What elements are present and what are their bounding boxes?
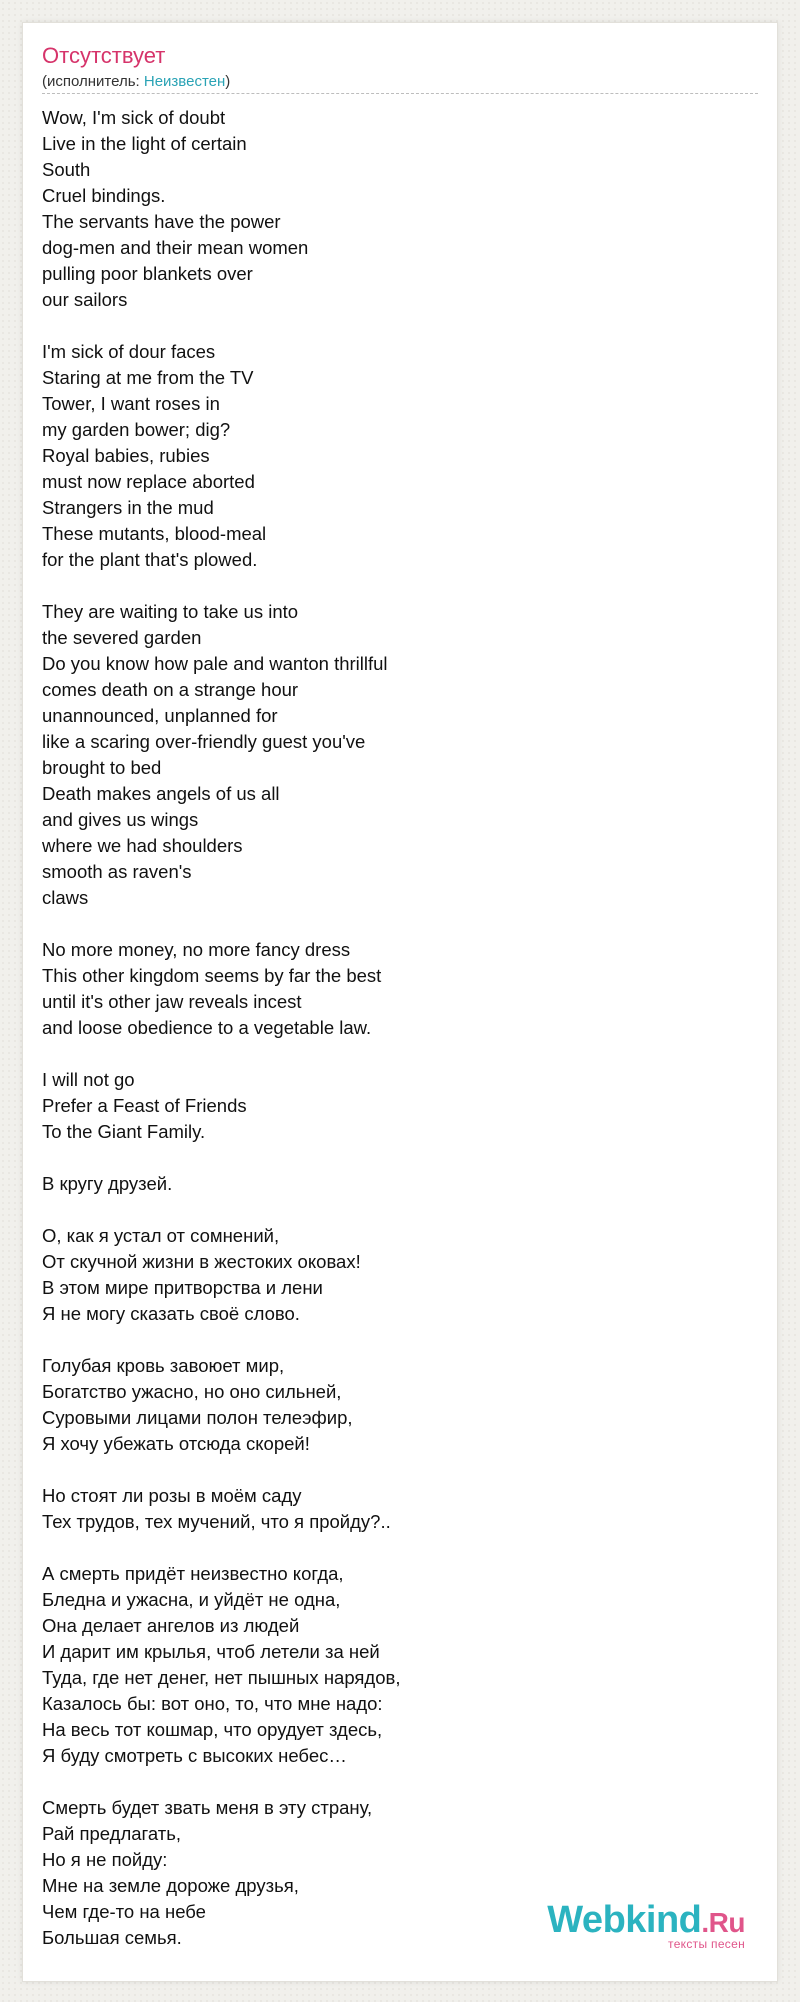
lyric-line: I will not go	[42, 1069, 135, 1090]
lyric-line: Она делает ангелов из людей	[42, 1615, 300, 1636]
stanza-break	[42, 1327, 758, 1353]
logo-tld: .Ru	[701, 1907, 745, 1938]
lyric-line: where we had shoulders	[42, 835, 243, 856]
lyric-line: the severed garden	[42, 627, 202, 648]
stanza-break	[42, 1769, 758, 1795]
stanza-break	[42, 1041, 758, 1067]
stanza-break	[42, 1197, 758, 1223]
lyric-line: Казалось бы: вот оно, то, что мне надо:	[42, 1693, 383, 1714]
lyric-line: В кругу друзей.	[42, 1173, 173, 1194]
lyric-line: must now replace aborted	[42, 471, 255, 492]
lyric-line: No more money, no more fancy dress	[42, 939, 351, 960]
lyrics-card	[22, 22, 778, 1982]
lyric-line: В этом мире притворства и лени	[42, 1277, 323, 1298]
lyric-line: Туда, где нет денег, нет пышных нарядов,	[42, 1667, 401, 1688]
lyric-line: Чем где-то на небе	[42, 1901, 206, 1922]
lyric-line: and gives us wings	[42, 809, 199, 830]
lyric-line: Live in the light of certain	[42, 133, 247, 154]
lyric-line: claws	[42, 887, 89, 908]
lyric-line: Royal babies, rubies	[42, 445, 210, 466]
song-title: Отсутствует	[42, 43, 166, 68]
lyric-line: А смерть придёт неизвестно когда,	[42, 1563, 344, 1584]
lyric-line: pulling poor blankets over	[42, 263, 253, 284]
lyric-line: The servants have the power	[42, 211, 281, 232]
lyric-line: Бледна и ужасна, и уйдёт не одна,	[42, 1589, 341, 1610]
dashed-divider	[42, 93, 758, 94]
lyric-line: smooth as raven's	[42, 861, 192, 882]
lyric-line: South	[42, 159, 91, 180]
lyric-line: Я хочу убежать отсюда скорей!	[42, 1433, 310, 1454]
lyric-line: brought to bed	[42, 757, 162, 778]
lyric-line: Prefer a Feast of Friends	[42, 1095, 247, 1116]
lyric-line: my garden bower; dig?	[42, 419, 231, 440]
lyric-line: Рай предлагать,	[42, 1823, 182, 1844]
stanza-break	[42, 1457, 758, 1483]
lyric-line: Tower, I want roses in	[42, 393, 220, 414]
lyric-line: Strangers in the mud	[42, 497, 214, 518]
lyric-line: This other kingdom seems by far the best	[42, 965, 382, 986]
lyric-line: Смерть будет звать меня в эту страну,	[42, 1797, 373, 1818]
artist-link[interactable]: Неизвестен	[143, 73, 226, 90]
lyric-line: Do you know how pale and wanton thrillful	[42, 653, 388, 674]
logo-name: Webkind	[547, 1899, 702, 1941]
lyric-line: Но я не пойду:	[42, 1849, 168, 1870]
lyric-line: Wow, I'm sick of doubt	[42, 107, 226, 128]
lyric-line: На весь тот кошмар, что орудует здесь,	[42, 1719, 383, 1740]
artist-prefix: (исполнитель:	[42, 73, 144, 90]
lyric-line: О, как я устал от сомнений,	[42, 1225, 280, 1246]
lyric-line: They are waiting to take us into	[42, 601, 299, 622]
lyric-line: От скучной жизни в жестоких оковах!	[42, 1251, 361, 1272]
lyric-line: These mutants, blood-meal	[42, 523, 267, 544]
lyric-line: Богатство ужасно, но оно сильней,	[42, 1381, 342, 1402]
lyrics-body	[42, 105, 758, 1951]
lyric-line: I'm sick of dour faces	[42, 341, 216, 362]
artist-suffix: )	[225, 73, 231, 90]
stanza-break	[42, 911, 758, 937]
lyric-line: unannounced, unplanned for	[42, 705, 278, 726]
lyric-line: our sailors	[42, 289, 128, 310]
stanza-break	[42, 313, 758, 339]
lyric-line: Cruel bindings.	[42, 185, 166, 206]
lyric-line: И дарит им крылья, чтоб летели за ней	[42, 1641, 380, 1662]
lyric-line: comes death on a strange hour	[42, 679, 299, 700]
lyric-line: like a scaring over-friendly guest you've	[42, 731, 366, 752]
lyric-line: Staring at me from the TV	[42, 367, 254, 388]
lyric-line: Death makes angels of us all	[42, 783, 280, 804]
lyric-line: Тех трудов, тех мучений, что я пройду?..	[42, 1511, 391, 1532]
lyric-line: for the plant that's plowed.	[42, 549, 258, 570]
lyric-line: Большая семья.	[42, 1927, 182, 1948]
site-logo[interactable]	[547, 1901, 745, 1951]
stanza-break	[42, 1535, 758, 1561]
lyric-line: Мне на земле дороже друзья,	[42, 1875, 299, 1896]
lyric-line: Я не могу сказать своё слово.	[42, 1303, 300, 1324]
lyric-line: until it's other jaw reveals incest	[42, 991, 302, 1012]
lyric-line: and loose obedience to a vegetable law.	[42, 1017, 372, 1038]
lyric-line: Но стоят ли розы в моём саду	[42, 1485, 302, 1506]
stanza-break	[42, 573, 758, 599]
artist-line	[42, 74, 230, 89]
lyric-line: dog-men and their mean women	[42, 237, 309, 258]
lyric-line: Суровыми лицами полон телеэфир,	[42, 1407, 353, 1428]
lyric-line: Я буду смотреть с высоких небес…	[42, 1745, 347, 1766]
lyric-line: Голубая кровь завоюет мир,	[42, 1355, 285, 1376]
lyric-line: To the Giant Family.	[42, 1121, 206, 1142]
logo-tagline: тексты песен	[668, 1937, 745, 1951]
stanza-break	[42, 1145, 758, 1171]
